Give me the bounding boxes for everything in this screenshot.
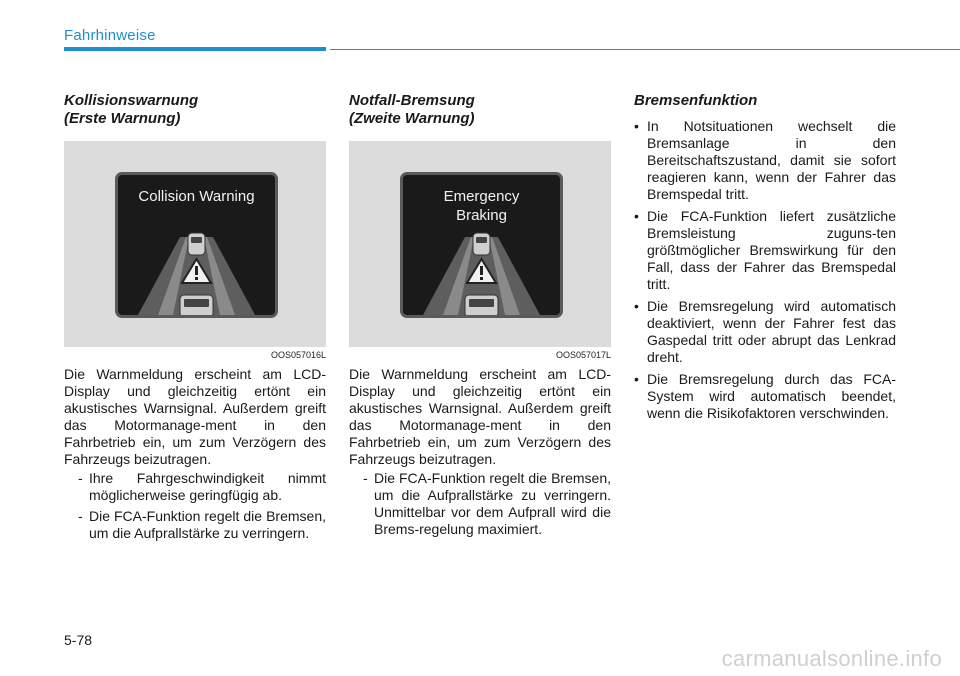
- lcd-display: [400, 172, 563, 318]
- header-accent-bar: [64, 47, 326, 51]
- collision-warning-figure: [64, 141, 326, 347]
- heading-line: Bremsenfunktion: [634, 92, 758, 109]
- dash-marker: -: [78, 508, 83, 524]
- list-item: [64, 470, 326, 504]
- list-item: [634, 208, 896, 293]
- heading-line: Notfall-Bremsung: [349, 92, 475, 109]
- body-paragraph: Die Warnmeldung erscheint am LCD-Display und gleichzeitig ertönt ein akustisches Warnsignal. Außerdem greift das Motormanage-ment in den Fahrbetrieb ein, um zum Verzögern des Fahrzeugs beizutragen.: [64, 366, 326, 467]
- display-message: [118, 187, 275, 206]
- heading-brake-function: [634, 92, 896, 110]
- bullet-marker: •: [634, 298, 639, 314]
- heading-line: Kollisionswarnung: [64, 92, 199, 109]
- page-number: 5-78: [64, 632, 93, 648]
- watermark: carmanualsonline.info: [721, 646, 942, 671]
- bullet-marker: •: [634, 118, 639, 134]
- column-emergency-braking: [349, 92, 611, 542]
- heading-line: (Erste Warnung): [64, 110, 181, 127]
- list-item: [634, 371, 896, 422]
- road-scene-icon: [403, 215, 560, 315]
- road-scene-icon: [118, 215, 275, 315]
- list-item-text: Die FCA-Funktion regelt die Bremsen, um die Aufprallstärke zu verringern. Unmittelbar vor dem Aufprall wird die Brems-regelung maximiert.: [374, 470, 611, 537]
- emergency-braking-figure: [349, 141, 611, 347]
- display-message-line: Braking: [456, 207, 507, 224]
- body-paragraph: Die Warnmeldung erscheint am LCD-Display und gleichzeitig ertönt ein akustisches Warnsignal. Außerdem greift das Motormanage-ment in den Fahrbetrieb ein, um zum Verzögern des Fahrzeugs beizutragen.: [349, 366, 611, 467]
- section-title: Fahrhinweise: [64, 27, 156, 44]
- figure-code: OOS057017L: [555, 350, 611, 360]
- heading-line: (Zweite Warnung): [349, 110, 475, 127]
- list-item: [64, 508, 326, 542]
- list-item-text: Die Bremsregelung durch das FCA-System wird automatisch beendet, wenn die Risikofaktoren verschwinden.: [647, 371, 896, 421]
- header-rule: [330, 49, 960, 50]
- column-brake-function: [634, 92, 896, 427]
- list-item-text: In Notsituationen wechselt die Bremsanlage in den Bereitschaftszustand, damit sie sofort reagieren kann, wenn der Fahrer das Bremspedal tritt.: [647, 118, 896, 202]
- dash-marker: -: [78, 470, 83, 486]
- list-item-text: Die Bremsregelung wird automatisch deaktiviert, wenn der Fahrer fest das Gaspedal tritt oder abrupt das Lenkrad dreht.: [647, 298, 896, 365]
- bullet-marker: •: [634, 208, 639, 224]
- list-item: [634, 298, 896, 366]
- list-item-text: Die FCA-Funktion regelt die Bremsen, um die Aufprallstärke zu verringern.: [89, 508, 326, 541]
- display-message-line: Emergency: [443, 188, 520, 205]
- list-item: [349, 470, 611, 538]
- dash-marker: -: [363, 470, 368, 486]
- column-collision-warning: [64, 92, 326, 546]
- list-item-text: Ihre Fahrgeschwindigkeit nimmt möglicherweise geringfügig ab.: [89, 470, 326, 503]
- list-item-text: Die FCA-Funktion liefert zusätzliche Bremsleistung zuguns-ten größtmöglicher Bremswirkung für den Fall, dass der Fahrer das Bremspedal tritt.: [647, 208, 896, 292]
- bullet-marker: •: [634, 371, 639, 387]
- heading-emergency-braking: [349, 92, 611, 128]
- bullet-list: [634, 118, 896, 422]
- heading-collision-warning: [64, 92, 326, 128]
- display-message-line: Collision Warning: [138, 188, 255, 205]
- lcd-display: [115, 172, 278, 318]
- dash-list: [349, 470, 611, 538]
- figure-code: OOS057016L: [270, 350, 326, 360]
- dash-list: [64, 470, 326, 542]
- list-item: [634, 118, 896, 203]
